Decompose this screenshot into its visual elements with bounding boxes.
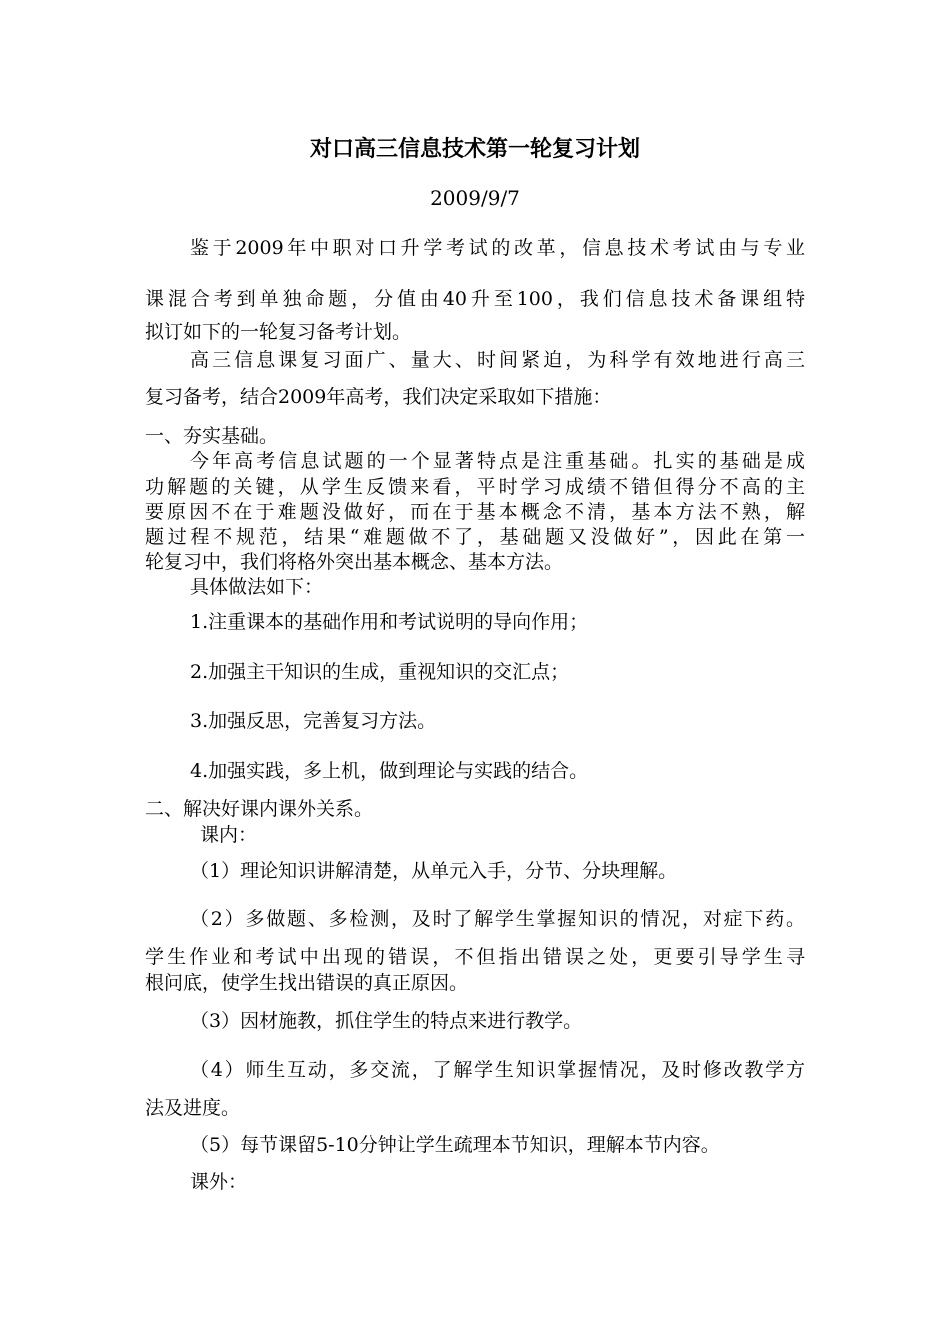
document-date: 2009/9/7 bbox=[430, 186, 520, 210]
section-1-paragraph-line-3: 要原因不在于难题没做好，而在于基本概念不清，基本方法不熟，解 bbox=[145, 501, 805, 523]
section-1-paragraph-line-5: 轮复习中，我们将格外突出基本概念、基本方法。 bbox=[145, 551, 564, 573]
in-class-item-1: （1）理论知识讲解清楚，从单元入手，分节、分块理解。 bbox=[190, 860, 678, 882]
intro-paragraph-1-line-1: 鉴于2009年中职对口升学考试的改革，信息技术考试由与专业 bbox=[190, 237, 805, 259]
in-class-item-2-line-1: （2）多做题、多检测，及时了解学生掌握知识的情况，对症下药。 bbox=[190, 908, 805, 930]
method-item-1: 1.注重课本的基础作用和考试说明的导向作用； bbox=[190, 611, 589, 633]
intro-paragraph-1-line-3: 拟订如下的一轮复习备考计划。 bbox=[145, 321, 412, 343]
in-class-item-4-line-2: 法及进度。 bbox=[145, 1097, 241, 1119]
in-class-label: 课内： bbox=[200, 824, 258, 846]
in-class-item-2-line-2: 学生作业和考试中出现的错误，不但指出错误之处，更要引导学生寻 bbox=[145, 946, 805, 968]
section-1-heading: 一、夯实基础。 bbox=[145, 425, 279, 447]
in-class-item-4-line-1: （4）师生互动，多交流，了解学生知识掌握情况，及时修改教学方 bbox=[190, 1059, 805, 1081]
in-class-item-5: （5）每节课留5-10分钟让学生疏理本节知识，理解本节内容。 bbox=[190, 1134, 720, 1156]
method-item-4: 4.加强实践，多上机，做到理论与实践的结合。 bbox=[190, 760, 589, 782]
method-intro: 具体做法如下： bbox=[190, 576, 324, 598]
intro-paragraph-2-line-1: 高三信息课复习面广、量大、时间紧迫，为科学有效地进行高三 bbox=[190, 349, 805, 371]
section-1-paragraph-line-4: 题过程不规范，结果“难题做不了，基础题又没做好”，因此在第一 bbox=[145, 526, 805, 548]
section-2-heading: 二、解决好课内课外关系。 bbox=[145, 798, 374, 820]
method-item-3: 3.加强反思，完善复习方法。 bbox=[190, 710, 437, 732]
section-1-paragraph-line-2: 功解题的关键，从学生反馈来看，平时学习成绩不错但得分不高的主 bbox=[145, 476, 805, 498]
intro-paragraph-1-line-2: 课混合考到单独命题，分值由40升至100，我们信息技术备课组特 bbox=[145, 288, 805, 310]
in-class-item-3: （3）因材施教，抓住学生的特点来进行教学。 bbox=[190, 1010, 583, 1032]
document-title: 对口高三信息技术第一轮复习计划 bbox=[309, 136, 640, 162]
out-class-label: 课外： bbox=[190, 1171, 248, 1193]
method-item-2: 2.加强主干知识的生成，重视知识的交汇点； bbox=[190, 661, 570, 683]
in-class-item-2-line-3: 根问底，使学生找出错误的真正原因。 bbox=[145, 972, 469, 994]
section-1-paragraph-line-1: 今年高考信息试题的一个显著特点是注重基础。扎实的基础是成 bbox=[190, 450, 805, 472]
intro-paragraph-2-line-2: 复习备考，结合2009年高考，我们决定采取如下措施： bbox=[145, 386, 612, 408]
